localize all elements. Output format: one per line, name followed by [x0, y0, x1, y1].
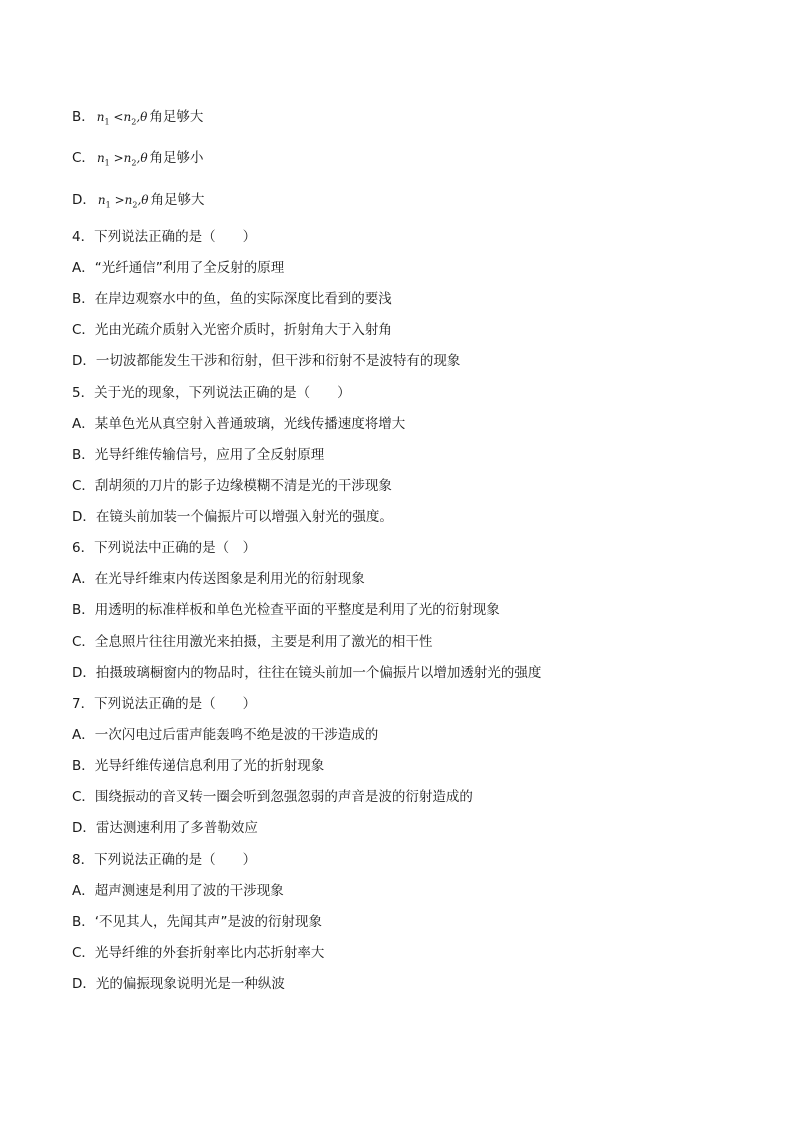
- question-6-option-c: C．全息照片往往用激光来拍摄，主要是利用了激光的相干性: [72, 634, 433, 650]
- option-letter: C．: [72, 150, 95, 166]
- option-text: 角足够大: [149, 109, 204, 125]
- question-8-option-b: B．‘不见其人，先闻其声”是波的衍射现象: [72, 914, 323, 930]
- question-6-option-d: D．拍摄玻璃橱窗内的物品时，往往在镜头前加一个偏振片以增加透射光的强度: [72, 665, 542, 681]
- formula: $n_1 >n_2,\theta$: [97, 193, 149, 210]
- question-5-option-b: B．光导纤维传输信号，应用了全反射原理: [72, 447, 325, 463]
- question-8-option-d: D．光的偏振现象说明光是一种纵波: [72, 976, 285, 992]
- question-5-option-d: D．在镜头前加装一个偏振片可以增强入射光的强度。: [72, 509, 393, 525]
- question-7-option-a: A．一次闪电过后雷声能轰鸣不绝是波的干涉造成的: [72, 727, 379, 743]
- question-5-option-c: C．刮胡须的刀片的影子边缘模糊不清是光的干涉现象: [72, 478, 392, 494]
- question-7-option-c: C．围绕振动的音叉转一圈会听到忽强忽弱的声音是波的衍射造成的: [72, 789, 473, 805]
- question-8-stem: 8．下列说法正确的是（ ）: [72, 852, 257, 868]
- option-text: 角足够小: [149, 150, 204, 166]
- question-4-option-b: B．在岸边观察水中的鱼，鱼的实际深度比看到的要浅: [72, 291, 392, 307]
- option-letter: D．: [72, 192, 96, 208]
- option-d-prev: [72, 191, 205, 214]
- question-5-option-a: A．某单色光从真空射入普通玻璃，光线传播速度将增大: [72, 416, 406, 432]
- question-7-option-b: B．光导纤维传递信息利用了光的折射现象: [72, 758, 325, 774]
- question-4-stem: 4．下列说法正确的是（ ）: [72, 229, 257, 245]
- question-4-option-c: C．光由光疏介质射入光密介质时，折射角大于入射角: [72, 322, 392, 338]
- question-5-stem: 5．关于光的现象，下列说法正确的是（ ）: [72, 385, 351, 401]
- question-6-stem: 6．下列说法中正确的是（ ）: [72, 540, 257, 556]
- question-4-option-a: A．“光纤通信”利用了全反射的原理: [72, 260, 285, 276]
- question-6-option-b: B．用透明的标准样板和单色光检查平面的平整度是利用了光的衍射现象: [72, 602, 500, 618]
- question-8-option-a: A．超声测速是利用了波的干涉现象: [72, 883, 284, 899]
- option-c-prev: [72, 149, 204, 172]
- question-6-option-a: A．在光导纤维束内传送图象是利用光的衍射现象: [72, 571, 365, 587]
- formula: $n_1 <n_2,\theta$: [96, 110, 148, 127]
- option-letter: B．: [72, 109, 95, 125]
- question-7-option-d: D．雷达测速利用了多普勒效应: [72, 820, 258, 836]
- option-text: 角足够大: [150, 192, 205, 208]
- question-4-option-d: D．一切波都能发生干涉和衍射，但干涉和衍射不是波特有的现象: [72, 353, 461, 369]
- option-b-prev: [72, 108, 203, 131]
- formula: $n_1 >n_2,\theta$: [96, 151, 148, 168]
- question-8-option-c: C．光导纤维的外套折射率比内芯折射率大: [72, 945, 325, 961]
- question-7-stem: 7．下列说法正确的是（ ）: [72, 696, 257, 712]
